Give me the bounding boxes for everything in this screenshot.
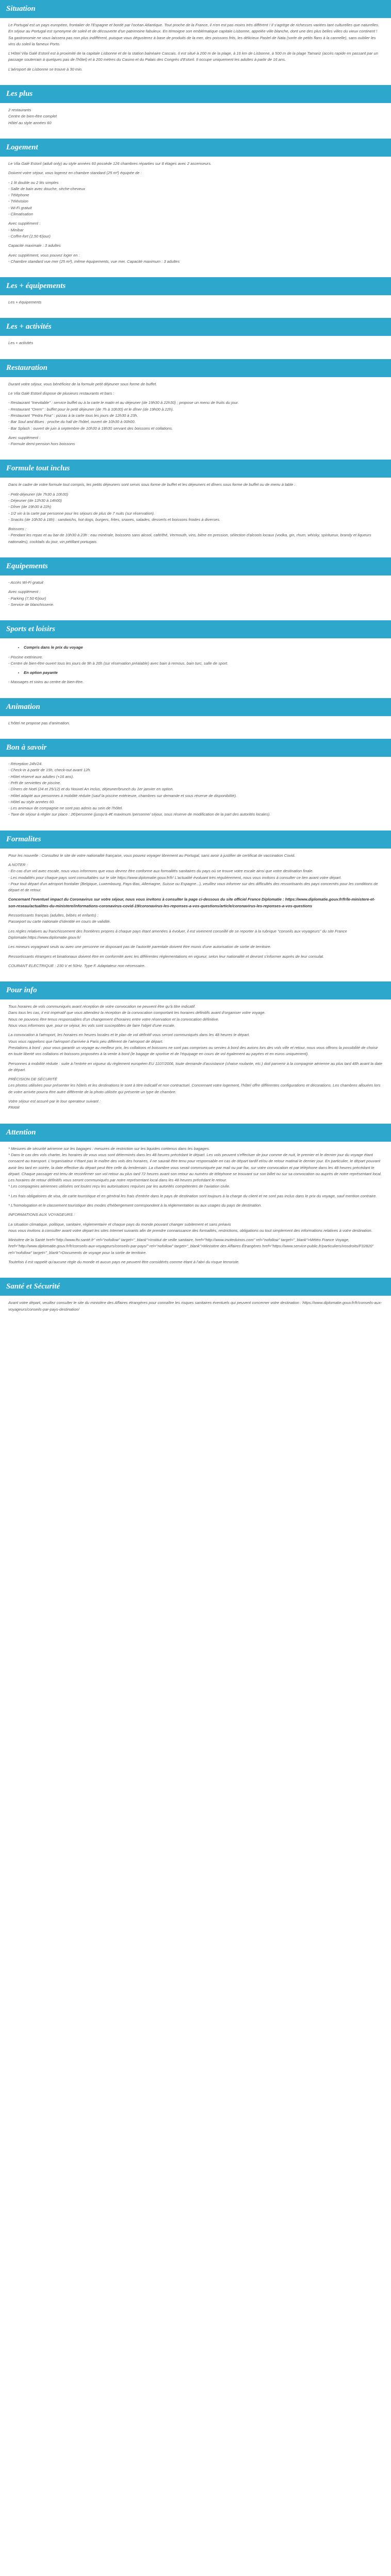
attention-paragraph-1: * Mesures de sécurité aérienne sur les bagages : mesures de restriction sur les liquides contenus dans les bagages. * Dans le cas des vols charter, les horaires de vous vous sont déterminés dans les 48 heures précédant le départ. Les vols peuvent s'effectuer de jour comme de nuit, le premier et le dernier jour du voyage étant consacré au transport. L'organisateur n'étant pas le maître des vols des horaires, il ne saurait être tenu pour responsable en cas de départ tardif et/ou de retour matinal le dernier jour. En particulier, le départ pouvant avoir lieu tard en soirée, la date effective du départ peut être celle du lendemain. La chambre vous serait communiquée par mail ou par fax, sur votre convocation et par téléphone dans les 48 heures précédant le départ. Chaque passager est tenu de reconfirmer son vol retour au plus tard 72 heures avant son retour au numéro de téléphone se trouvant sur son billet ou sur sa convocation ou auprès de notre représentant local. Les horaires de retour définitifs vous seront communiqués par notre représentant local dans les 48 heures précédant le retour. * Les compagnies aériennes utilisées ont toutes reçu les autorisations requises par les autorités compétentes de l'aviation civile. [8,1146,382,1189]
attention-paragraph-4: INFORMATIONS AUX VOYAGEURS : [8,1212,75,1217]
pour-info-paragraph-3: Personnes à mobilité réduite : suite à l'entrée en vigueur du règlement européen EU 1107/2006, toute demande d'assistance (chaise roulante, etc.) doit parvenir à la compagnie aérienne au plus tard 48h avant la date de départ. [8,1061,383,1072]
logement-paragraph-1: Le Vila Galé Estoril (adult only) au style années 60 possède 126 chambres réparties sur 8 étages avec 2 ascenseurs. [8,161,212,166]
situation-paragraph-3: L'aéroport de Lisbonne se trouve à 30 min. [8,66,83,72]
situation-paragraph-1: Le Portugal est un pays européen, frontalier de l'Espagne et bordé par l'océan Atlantique. Tout proche de la France, il n'en est pas moins très différent ! Il s'agrège de richesses variées tant culturelles que naturelles. En séjour au Portugal est synonyme de soleil et de découverte d'un patrimoine fabuleux. En témoigne son emblématique capitale Lisbonne, appelée ville blanche, dont une des plus belles villes du vieux continent ! Sa gastronomie ne vous laissera pas non plus indifférent, puisque vous dégusterez à base de produits de la mer, des poissons frits, les délicieux Pastel de Nata (sorte de petits flans à la cannelle), sans oublier les vins du soleil la fameux Porto. [8,23,380,46]
sports-optional-items: - Massages et soins au centre de bien-être. [8,680,84,685]
section-title-formule: Formule tout inclus [0,460,391,478]
section-sante [0,1278,391,1322]
formule-paragraph-2: Boissons : - Pendant les repas et au bar de 10h30 à 23h : eau minérale, boissons sans alcool, café/thé, Vermouth, vins, bière en pression, sélection d'alcools locaux (vodka, gin, rhum, whisky, spiritueux, brandy et liqueurs nationales), cocktails du jour, vin pétillant portugais. [8,527,371,544]
formalites-paragraph-1: Pour les nouvelle : Consultez le site de votre nationalité française, vous pouvez voyager librement au Portugal, sans avoir à justifier de certificat de vaccination Covid. [8,853,296,858]
sports-bullet-optional-label: En option payante [24,670,58,675]
formalites-paragraph-4: Ressortissants français (adultes, bébés et enfants) : Passeport ou carte nationale d'identité en cours de validité. [8,913,111,924]
section-title-situation: Situation [0,0,391,18]
section-title-logement: Logement [0,139,391,157]
section-title-sante: Santé et Sécurité [0,1278,391,1296]
formalites-paragraph-2: A NOTER : - En cas d'un vol avec escale, nous vous informons que vous devrez être conforme aux formalités sanitaires du pays où se trouve votre escale ainsi que votre destination finale. - Les modalités pour chaque pays sont consultables sur le site https://www.diplomatie.gouv.fr/fr/ L'actualité évoluant très régulièrement, nous vous invitons à consulter ce lien avant votre départ. - Pour tout départ d'un aéroport frontalier (Belgique, Luxembourg, Pays-Bas, Allemagne, Suisse ou Espagne...), veuillez vous informer sur des difficultés des ressortisants des pays concernés pour les conditions de départ et de retour. [8,862,378,893]
section-logement [0,139,391,274]
sports-list [8,645,383,651]
section-plus-equipements [0,277,391,315]
pour-info-paragraph-1: Tous horaires de vols communiqués avant réception de votre convocation ne peuvent être qu'à titre indicatif. Dans tous les cas, il est impératif que vous attendiez la réception de la convocation comportant les horaires définitifs avant d'organiser votre voyage. Nous ne pouvons être tenus responsables d'un changement d'horaires entre votre réservation et la convocation définitive. Nous vous informons que, pour ce séjour, les vols sont susceptibles de faire l'objet d'une escale. [8,1004,266,1028]
section-title-equipements: Equipements [0,557,391,575]
section-attention [0,1124,391,1275]
logement-paragraph-3: Avec supplément : - Minibar - Coffre-fort (2,50 €/jour) [8,221,51,239]
attention-paragraph-3: * L'homologation et le classement touristique des modes d'hébergement correspondent à la réglementation ou aux usages du pays de destination. [8,1202,262,1208]
section-formalites [0,831,391,978]
pour-info-paragraph-4: PRÉCISION DE SÉCURITÉ Les photos utilisées pour présenter les hôtels et les destinations le sont à titre indicatif et non contractuel. Concernant votre logement, l'hôtel offre différentes configurations et décorations. Les chambres allouées lors de votre arrivée pourra être autre différente de la photo utilisée qui présente un type de chambre. [8,1077,381,1094]
plus-equipements-text: Les + équipements [8,300,42,305]
plus-lines: 2 restaurants Centre de bien-être complet Hôtel au style années 60 [8,108,57,125]
section-title-animation: Animation [0,698,391,716]
sports-bullet-included [24,645,383,651]
pour-info-paragraph-2: La convocation à l'aéroport, les horaires en heures locales et le plan de vol définitif vous seront communiqués dans les 48 heures le départ. Vous vous rappelons que l'aéroport d'arrivée à Paris peu différent de l'aéroport de départ. Prestations à bord : pour vous garantir un voyage au meilleur prix, les collations et boissons ne sont pas comprises ou servies à bord des avions lors des vols ville et retour, nous vous offrons la possibilité de choisir en toute liberté vos collations et boissons proposées à la vente à bord (le bagage de sportive et de l'équipage en cours de vol également au payées et en euros uniquement). [8,1032,378,1057]
formule-items: - Petit-déjeuner (de 7h30 à 10h30) - Déjeuner (de 12h30 à 14h00) - Dîner (de 19h30 à 22h) - 1/2 vin à la carte par personne pour les séjours de plus de 7 nuits (sur réservation). - Snacks (de 10h30 à 18h) : sandwichs, hot dogs, burgers, frites, snaxes, salades, desserts et boissons froides à diverses. [8,492,221,522]
formalites-paragraph-7: Ressortissants étrangers et binationaux doivent être en conformité avec les différentes réglementations en vigueur, selon leur nationalité et devront s'informer auprès de leur consulat. [8,954,324,959]
section-formule [0,460,391,554]
section-title-plus-equipements: Les + équipements [0,277,391,295]
section-pour-info [0,981,391,1120]
plus-activites-text: Les + activités [8,341,34,346]
section-situation [0,0,391,82]
section-title-sports: Sports et loisirs [0,620,391,638]
bon-a-savoir-items: - Réception 24h/24. - Check-in à partir de 15h, check-out avant 12h. - Hôtel réservé aux adultes (+16 ans). - Prêt de serviettes de piscine. - Dîners de Noël (24 et 25/12) et du Nouvel An inclus, déjeuner/brunch du 1er janvier en option. - Hôtel adapté aux personnes à mobilité réduite (sauf la piscine extérieure, chambres sur demande et sous réserve de disponibilité). - Hôtel au style années 60. - Les animaux de compagnie ne sont pas admis au sein de l'hôtel. - Taxe de séjour à régler sur place : 2€/personne (jusqu'à 4€ maximum /personne/ séjour, sous réserve de modification de la part des autorités locales). [8,761,271,817]
sports-included-items: - Piscine extérieure. - Centre de bien-être ouvert tous les jours de 9h à 20h (sur réservation préalable) avec bain à remous, bain turc, salle de sport. [8,654,229,666]
restauration-paragraph-2: Le Vila Galé Estoril dispose de plusieurs restaurants et bars : [8,391,115,396]
pour-info-paragraph-5: Votre séjour est assuré par le tour operateur suivant : FRAM [8,1099,101,1110]
section-plus-activites [0,318,391,355]
formalites-paragraph-3: Concernant l'eventuel impact du Coronavirus sur votre séjour, nous vous invitons à consulter la page ci-dessous du site officiel France Diplomatie : https://www.diplomatie.gouv.fr/fr/le-ministere-et-son-reseau/actualites-du-ministere/informations-coronavirus-covid-19/coronavirus-les-reponses-a-vos-questions/article/coronavirus-les-reponses-a-vos-questions [8,897,376,908]
section-title-formalites: Formalites [0,831,391,849]
section-title-plus-activites: Les + activités [0,318,391,336]
section-title-pour-info: Pour info [0,981,391,999]
animation-text: L'hôtel ne propose pas d'animation. [8,720,70,725]
section-title-plus: Les plus [0,85,391,103]
equipements-paragraph-1: - Accès Wi-Fi gratuit [8,580,44,585]
section-equipements [0,557,391,617]
attention-paragraph-6[interactable]: Ministère de la Santé href="http://www.ftv.santé.fr" rel="nofollow" target="_blank">Institut de veille sanitaire, href="http://www.invitedvinos.com" rel="nofollow" target="_blank">Météo France Voyage, href="http://www.diplomatie.gouv.fr/fr/conseils-aux-voyageurs/conseils-par-pays/" rel="nofollow" target="_blank">Ministère des Affaires Étrangères href="https://www.service-public.fr/particuliers/vosdroits/F32820" rel="nofollow" target="_blank">Documents de voyage pour la sortie de territoire. [8,1238,374,1255]
attention-paragraph-7: Toutefois il est rappelé qu'aucune règle du monde et aucun pays ne peuvent être considérés comme étant à l'abri du risque terroriste. [8,1260,240,1265]
sante-paragraph-1: Avant votre départ, veuillez consulter le site du ministère des Affaires étrangères pour connaître les risques sanitaires éventuels qui peuvent concerner votre destination : https://www.diplomatie.gouv.fr/fr/conseils-aux-voyageurs/conseils-par-pays-destination/ [8,1300,382,1312]
situation-paragraph-2: L'Hôtel Vila Galé Estoril est à proximité de la capitale Lisbonne et de la station balnéaire Cascais. Il est situé à 200 m de la plage, à 16 km de Lisbonne, à 500 m de la plage Tamariz (accès rapide en passant par un passage souterrain à quelques pas de l'hôtel) et à 200 mètres du Casino et du Palais des Congrès d'Estoril. Il occupe uniquement les adultes à partir de 16 ans. [8,51,378,62]
formule-paragraph-1: Dans le cadre de votre formule tout compris, les petits déjeuners sont servis sous forme de buffet et les déjeuners et dîners sous forme de buffet ou de menu à table : [8,482,296,487]
logement-paragraph-4: Capacité maximale : 3 adultes [8,243,61,248]
logement-paragraph-2: Doivent votre séjour, vous logerez en chambre standard (25 m²) équipée de : [8,171,142,176]
attention-paragraph-2: * Les frais obligatoires de visa, de carte touristique et en général les frais d'entrée dans le pays de destination sont toujours à la charge du client et ne sont pas inclus dans le prix du voyage, sauf mention contraire. [8,1193,377,1198]
section-sports [0,620,391,694]
equipements-paragraph-2: Avec supplément : - Parking (7,50 €/jour) - Service de blanchisserie. [8,589,55,607]
attention-paragraph-5: La situation climatique, politique, sanitaire, réglementaire et chaque pays du monde pouvant changer subitement et sans préavis nous vous invitons à consulter avant votre départ les sites Internet suivants afin de prendre connaissance des formalités, restrictions, obligations ou tout simplement des informations relatives à votre destination. [8,1222,372,1233]
restauration-paragraph-1: Durant votre séjour, vous bénéficiez de la formule petit déjeuner sous forme de buffet. [8,381,157,386]
section-title-restauration: Restauration [0,359,391,377]
logement-items: - 1 lit double ou 2 lits simples - Salle de bain avec douche, sèche-cheveux - Téléphone - Télévision - Wi-Fi gratuit - Climatisation [8,180,86,217]
restauration-items: - Restaurant "Inevitable" : service buffet ou à la carte le matin et au déjeuner (de 19h30 à 22h30) ; propose un menu de fruits du jour. - Restaurant "Orem" : buffet pour le petit déjeuner (de 7h à 10h30) et le dîner (de 19h00 à 22h). - Restaurant "Pedra Fina" : pizzas à la carte tous les jours de 12h30 à 23h. - Bar Soul and Blues : proche du hall de l'hôtel, ouvert de 10h30 à 00h00. - Bar Splash : ouvert de juin à septembre de 10h30 à 18h30 servant des boissons et collations. [8,400,239,431]
section-title-bon-a-savoir: Bon à savoir [0,739,391,757]
section-plus [0,85,391,135]
restauration-paragraph-3: Avec supplément : - Formule demi-pension hors boissons [8,435,75,447]
section-animation [0,698,391,736]
section-restauration [0,359,391,457]
formalites-paragraph-8: COURANT ELECTRIQUE : 230 V et 50Hz. Type F. Adaptateur non nécessaire. [8,963,145,968]
logement-paragraph-5: Avec supplément, vous pouvez loger en : - Chambre standard vue mer (25 m²), même équipements, vue mer. Capacité maximum : 3 adultes [8,252,180,264]
sports-list-optional [8,670,383,676]
section-bon-a-savoir [0,739,391,827]
sports-bullet-included-label: Compris dans le prix du voyage [24,645,83,650]
section-title-attention: Attention [0,1124,391,1142]
formalites-paragraph-5: Les règles relatives au franchissement des frontières propres à chaque pays étant amenées à évoluer, il est vivement conseillé de se reporter à la rubrique "conseils aux voyageurs" du site France Diplomatie:https://www.diplomatie.gouv.fr/ [8,928,347,940]
sports-bullet-optional [24,670,383,676]
formalites-paragraph-6: Les mineurs voyageant seuls ou avec une personne ne disposant pas de l'autorité parentale doivent être munis d'une autorisation de sortie de territoire. [8,944,271,950]
